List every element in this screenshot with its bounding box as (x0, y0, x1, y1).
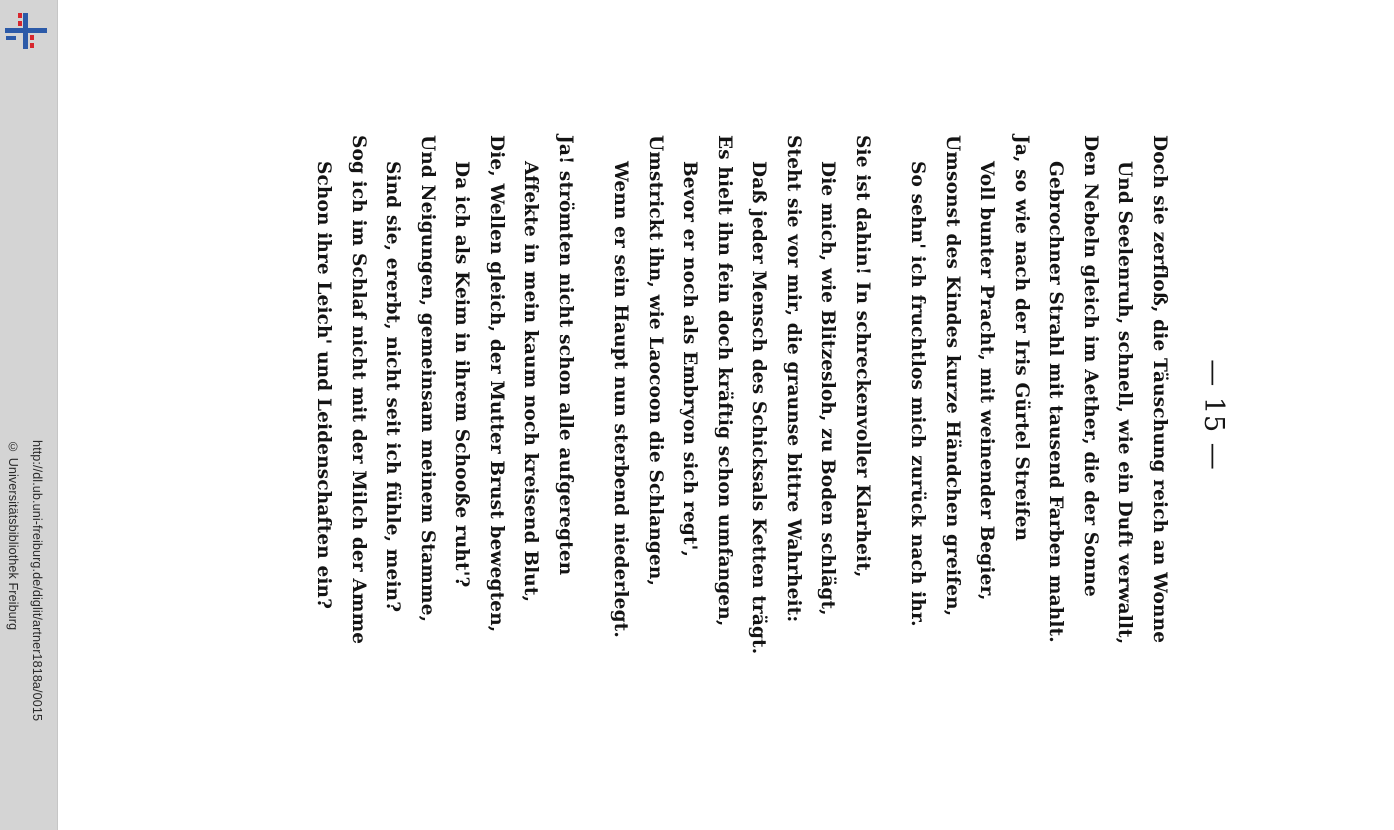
verse-line: Und Neigungen, gemeinsam meinem Stamme, (417, 135, 438, 623)
verse-line: Daß jeder Mensch des Schicksals Ketten trägt. (748, 161, 770, 655)
archive-url-link[interactable]: http://dl.ub.uni-freiburg.de/diglit/artner1818a/0015 (30, 440, 44, 722)
verse-line: Gebrochner Strahl mit tausend Farben mahlt. (1045, 161, 1067, 643)
verse-line: Voll bunter Pracht, mit weinender Begier, (976, 161, 998, 601)
verse-line: Die mich, wie Blitzesloh, zu Boden schlägt, (817, 161, 839, 616)
verse-line: Da ich als Keim in ihrem Schooße ruht'? (451, 161, 473, 588)
verse-line: Es hielt ihn fein doch kräftig schon umfangen, (714, 135, 735, 627)
verse-line: Steht sie vor mir, die graunse bittre Wahrheit: (783, 135, 804, 623)
verse-line: Doch sie zerfloß, die Täuschung reich an Wonne (1149, 135, 1170, 644)
poem-stanza (900, 135, 1176, 695)
university-library-logo-icon (4, 10, 48, 52)
archive-copyright: © Universitätsbibliothek Freiburg (6, 440, 20, 631)
poem-text (306, 135, 1176, 695)
verse-line: Ja! strömten nicht schon alle aufgeregten (555, 135, 576, 576)
archive-citation (4, 440, 54, 820)
verse-line: Und Seelenruh, schnell, wie ein Duft verwallt, (1114, 161, 1136, 645)
rotated-page-content (240, 135, 1230, 695)
page-number: — 15 — (1198, 359, 1229, 471)
verse-line: Sog ich im Schlaf nicht mit der Milch der Amme (348, 135, 369, 645)
verse-line: Umsonst des Kindes kurze Händchen greifen, (942, 135, 963, 617)
verse-line: So sehn' ich fruchtlos mich zurück nach ihr. (907, 161, 929, 627)
verse-line: Sind sie, ererbt, nicht seit ich fühle, mein? (382, 161, 404, 613)
verse-line: Wenn er sein Haupt nun sterbend niederlegt. (610, 161, 632, 638)
verse-line: Ja, so wie nach der Iris Gürtel Streifen (1011, 135, 1032, 542)
verse-line: Sie ist dahin! In schreckenvoller Klarheit, (852, 135, 873, 578)
verse-line: Umstrickt ihn, wie Laocoon die Schlangen, (645, 135, 666, 587)
verse-line: Bevor er noch als Embryon sich regt', (679, 161, 701, 558)
poem-stanza (603, 135, 879, 695)
verse-line: Die, Wellen gleich, der Mutter Brust bewegten, (486, 135, 507, 633)
verse-line: Schon ihre Leich' und Leidenschaften ein? (313, 161, 335, 610)
poem-stanza (306, 135, 582, 695)
verse-line: Affekte in mein kaum noch kreisend Blut, (520, 161, 542, 603)
verse-line: Den Nebeln gleich im Aether, die der Sonne (1080, 135, 1101, 597)
archive-side-strip (0, 0, 58, 830)
